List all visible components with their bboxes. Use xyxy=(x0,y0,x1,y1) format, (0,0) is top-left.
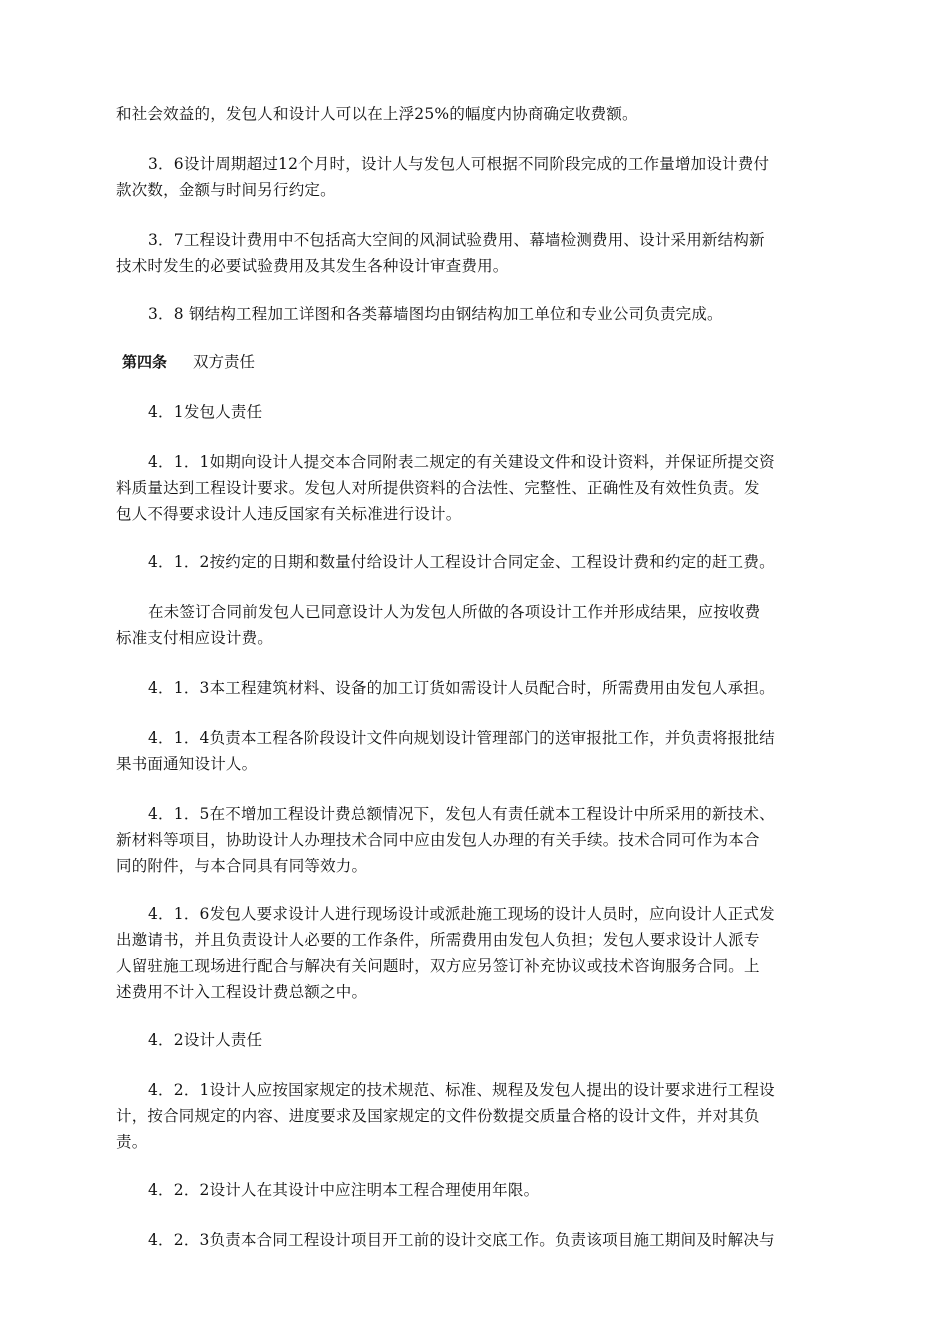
clause-4-1-5-line-1: 4．1．5在不增加工程设计费总额情况下，发包人有责任就本工程设计中所采用的新技术、 xyxy=(148,805,775,823)
clause-4-1-4-line-2: 果书面通知设计人。 xyxy=(116,755,258,773)
clause-3-5-tail: 和社会效益的，发包人和设计人可以在上浮25%的幅度内协商确定收费额。 xyxy=(116,105,638,123)
clause-4-1-1-line-1: 4．1．1如期向设计人提交本合同附表二规定的有关建设文件和设计资料，并保证所提交资 xyxy=(148,453,775,471)
clause-4-2-2-line-1: 4．2．2设计人在其设计中应注明本工程合理使用年限。 xyxy=(148,1181,540,1199)
clause-4-2-1-line-3: 责。 xyxy=(116,1133,148,1151)
clause-4-1-2-line-1: 4．1．2按约定的日期和数量付给设计人工程设计合同定金、工程设计费和约定的赶工费。 xyxy=(148,553,775,571)
clause-4-1-4-line-1: 4．1．4负责本工程各阶段设计文件向规划设计管理部门的送审报批工作，并负责将报批结 xyxy=(148,729,775,747)
clause-4-2-3-line-1: 4．2．3负责本合同工程设计项目开工前的设计交底工作。负责该项目施工期间及时解决与 xyxy=(148,1231,775,1249)
clause-4-1-6-line-1: 4．1．6发包人要求设计人进行现场设计或派赴施工现场的设计人员时，应向设计人正式发 xyxy=(148,905,775,923)
unsigned-contract-line-1: 在未签订合同前发包人已同意设计人为发包人所做的各项设计工作并形成结果，应按收费 xyxy=(148,603,761,621)
clause-4-1-1-line-3: 包人不得要求设计人违反国家有关标准进行设计。 xyxy=(116,505,462,523)
clause-4-1-1-line-2: 料质量达到工程设计要求。发包人对所提供资料的合法性、完整性、正确性及有效性负责。发 xyxy=(116,479,760,497)
article-4-heading xyxy=(122,352,255,372)
clause-4-2-1-line-1: 4．2．1设计人应按国家规定的技术规范、标准、规程及发包人提出的设计要求进行工程设 xyxy=(148,1081,775,1099)
clause-3-6-line-1: 3．6设计周期超过12个月时，设计人与发包人可根据不同阶段完成的工作量增加设计费付 xyxy=(148,155,770,173)
clause-3-7-line-1: 3．7工程设计费用中不包括高大空间的风洞试验费用、幕墙检测费用、设计采用新结构新 xyxy=(148,231,765,249)
clause-4-1-5-line-2: 新材料等项目，协助设计人办理技术合同中应由发包人办理的有关手续。技术合同可作为本合 xyxy=(116,831,760,849)
unsigned-contract-line-2: 标准支付相应设计费。 xyxy=(116,629,274,647)
clause-4-1-6-line-3: 人留驻施工现场进行配合与解决有关问题时，双方应另签订补充协议或技术咨询服务合同。上 xyxy=(116,957,760,975)
article-4-title: 双方责任 xyxy=(193,353,256,371)
clause-4-2-1-line-2: 计，按合同规定的内容、进度要求及国家规定的文件份数提交质量合格的设计文件，并对其负 xyxy=(116,1107,760,1125)
clause-3-7-line-2: 技术时发生的必要试验费用及其发生各种设计审查费用。 xyxy=(116,257,509,275)
clause-4-2-heading: 4．2设计人责任 xyxy=(148,1031,263,1049)
clause-4-1-heading: 4．1发包人责任 xyxy=(148,403,263,421)
clause-3-6-line-2: 款次数，金额与时间另行约定。 xyxy=(116,181,336,199)
article-4-number: 第四条 xyxy=(122,353,168,371)
clause-4-1-5-line-3: 同的附件，与本合同具有同等效力。 xyxy=(116,857,368,875)
clause-4-1-6-line-4: 述费用不计入工程设计费总额之中。 xyxy=(116,983,368,1001)
clause-4-1-6-line-2: 出邀请书，并且负责设计人必要的工作条件，所需费用由发包人负担；发包人要求设计人派专 xyxy=(116,931,760,949)
clause-4-1-3-line-1: 4．1．3本工程建筑材料、设备的加工订货如需设计人员配合时，所需费用由发包人承担。 xyxy=(148,679,775,697)
clause-3-8-line-1: 3．8 钢结构工程加工详图和各类幕墙图均由钢结构加工单位和专业公司负责完成。 xyxy=(148,305,723,323)
